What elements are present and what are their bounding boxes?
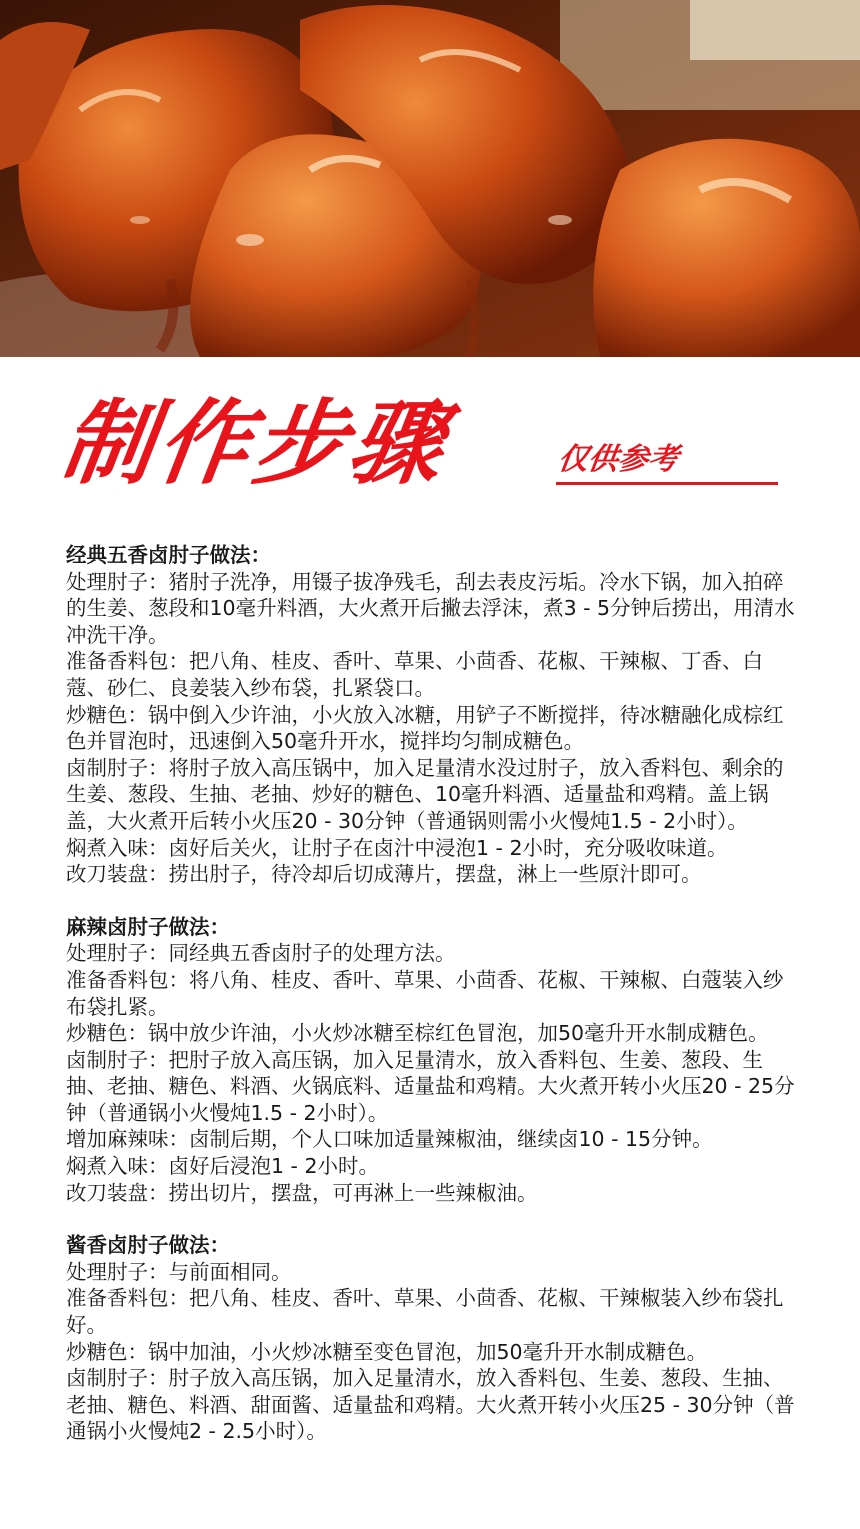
recipe-content (66, 542, 796, 1471)
step-paragraph: 炒糖色：锅中倒入少许油，小火放入冰糖，用铲子不断搅拌，待冰糖融化成棕红色并冒泡时，迅速倒入50毫升开水，搅拌均匀制成糖色。 (66, 702, 784, 754)
step-paragraph: 处理肘子：与前面相同。 (66, 1259, 292, 1284)
step-paragraph: 准备香料包：把八角、桂皮、香叶、草果、小茴香、花椒、干辣椒装入纱布袋扎好。 (66, 1286, 784, 1338)
step-paragraph: 改刀装盘：捞出肘子，待冷却后切成薄片，摆盘，淋上一些原汁即可。 (66, 862, 702, 887)
section-title: 经典五香卤肘子做法： (66, 543, 271, 567)
step-paragraph: 增加麻辣味：卤制后期，个人口味加适量辣椒油，继续卤10 - 15分钟。 (66, 1127, 713, 1152)
step-paragraph: 改刀装盘：捞出切片，摆盘，可再淋上一些辣椒油。 (66, 1180, 538, 1205)
step-paragraph: 卤制肘子：把肘子放入高压锅，加入足量清水，放入香料包、生姜、葱段、生抽、老抽、糖色、料酒、火锅底料、适量盐和鸡精。大火煮开转小火压20 - 25分钟（普通锅小火慢炖1.5 - 2小时）。 (66, 1047, 795, 1125)
section-title: 麻辣卤肘子做法： (66, 914, 230, 939)
step-paragraph: 炒糖色：锅中加油，小火炒冰糖至变色冒泡，加50毫升开水制成糖色。 (66, 1339, 708, 1364)
step-paragraph: 处理肘子：同经典五香卤肘子的处理方法。 (66, 941, 456, 966)
step-paragraph: 炒糖色：锅中放少许油，小火炒冰糖至棕红色冒泡，加50毫升开水制成糖色。 (66, 1021, 769, 1046)
step-paragraph: 准备香料包：将八角、桂皮、香叶、草果、小茴香、花椒、干辣椒、白蔻装入纱布袋扎紧。 (66, 967, 784, 1019)
step-paragraph: 处理肘子：猪肘子洗净，用镊子拔净残毛，刮去表皮污垢。冷水下锅，加入拍碎的生姜、葱段和10毫升料酒，大火煮开后撇去浮沫，煮3 - 5分钟后捞出，用清水冲洗干净。 (66, 569, 795, 647)
step-paragraph: 卤制肘子：肘子放入高压锅，加入足量清水，放入香料包、生姜、葱段、生抽、老抽、糖色、料酒、甜面酱、适量盐和鸡精。大火煮开转小火压25 - 30分钟（普通锅小火慢炖2 - 2.5小时）。 (66, 1366, 795, 1444)
hero-photo (0, 0, 860, 357)
braised-pork-knuckle-photo (0, 0, 860, 357)
heading-tag-underline (556, 482, 778, 485)
recipe-section-spicy (66, 914, 796, 1207)
recipe-section-five-spice (66, 542, 796, 888)
section-heading (54, 390, 822, 502)
step-paragraph: 准备香料包：把八角、桂皮、香叶、草果、小茴香、花椒、干辣椒、丁香、白蔻、砂仁、良姜装入纱布袋，扎紧袋口。 (66, 649, 763, 700)
section-title: 酱香卤肘子做法： (66, 1233, 230, 1258)
step-paragraph: 焖煮入味：卤好后浸泡1 - 2小时。 (66, 1154, 380, 1179)
heading-title: 制作步骤 (54, 390, 454, 497)
heading-tag: 仅供参考 (555, 442, 681, 477)
recipe-section-soy-sauce (66, 1232, 796, 1445)
step-paragraph: 卤制肘子：将肘子放入高压锅中，加入足量清水没过肘子，放入香料包、剩余的生姜、葱段、生抽、老抽、炒好的糖色、10毫升料酒、适量盐和鸡精。盖上锅盖，大火煮开后转小火压20 - 30分钟（普通锅则需小火慢炖1.5 - 2小时）。 (66, 755, 784, 833)
step-paragraph: 焖煮入味：卤好后关火，让肘子在卤汁中浸泡1 - 2小时，充分吸收味道。 (66, 835, 728, 860)
